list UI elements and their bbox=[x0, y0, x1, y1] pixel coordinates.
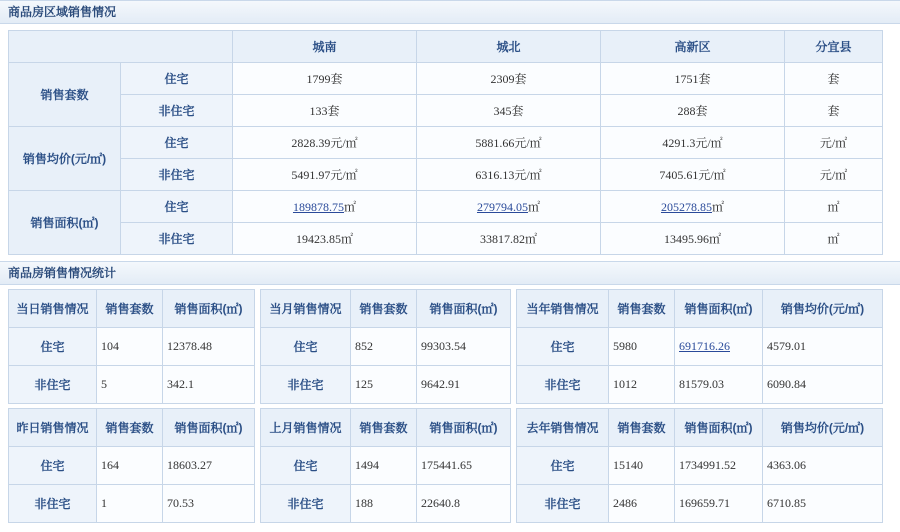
table-row bbox=[9, 127, 883, 159]
row-type: 非住宅 bbox=[517, 485, 609, 523]
col-header: 分宜县 bbox=[785, 31, 883, 63]
block-label: 当年销售情况 bbox=[517, 290, 609, 328]
cell-value: 6090.84 bbox=[763, 366, 883, 404]
unit-label: ㎡ bbox=[527, 200, 540, 214]
cell-value: 套 bbox=[785, 95, 883, 127]
block-label: 当月销售情况 bbox=[261, 290, 351, 328]
cell-value: 13495.96㎡ bbox=[601, 223, 785, 255]
row-type: 住宅 bbox=[517, 447, 609, 485]
col-header: 城南 bbox=[233, 31, 417, 63]
cell-value: 7405.61元/㎡ bbox=[601, 159, 785, 191]
row-type: 住宅 bbox=[9, 447, 97, 485]
cell-value: 1751套 bbox=[601, 63, 785, 95]
cell-value: 元/㎡ bbox=[785, 127, 883, 159]
cell-value: 2486 bbox=[609, 485, 675, 523]
cell-value: 1 bbox=[97, 485, 163, 523]
cell-value: 5 bbox=[97, 366, 163, 404]
stats-table bbox=[8, 289, 883, 523]
region-table-wrap bbox=[0, 24, 900, 261]
cell-value: ㎡ bbox=[785, 191, 883, 223]
cell-value: 169659.71 bbox=[675, 485, 763, 523]
cell-value: 5881.66元/㎡ bbox=[417, 127, 601, 159]
cell-value: 6710.85 bbox=[763, 485, 883, 523]
col-header: 销售套数 bbox=[97, 290, 163, 328]
row-type: 非住宅 bbox=[9, 366, 97, 404]
cell-value: 81579.03 bbox=[675, 366, 763, 404]
cell-value: 4363.06 bbox=[763, 447, 883, 485]
cell-value: 9642.91 bbox=[417, 366, 511, 404]
region-panel-header: 商品房区域销售情况 bbox=[0, 0, 900, 24]
row-type: 非住宅 bbox=[121, 159, 233, 191]
row-type: 住宅 bbox=[517, 328, 609, 366]
cell-value: 4291.3元/㎡ bbox=[601, 127, 785, 159]
table-row bbox=[9, 95, 883, 127]
group-label: 销售均价(元/㎡) bbox=[9, 127, 121, 191]
col-header: 销售面积(㎡) bbox=[417, 409, 511, 447]
cell-value: 1734991.52 bbox=[675, 447, 763, 485]
unit-label: ㎡ bbox=[343, 200, 356, 214]
cell-value: 1012 bbox=[609, 366, 675, 404]
stats-panel-header: 商品房销售情况统计 bbox=[0, 261, 900, 285]
cell-value: 342.1 bbox=[163, 366, 255, 404]
row-type: 住宅 bbox=[261, 447, 351, 485]
cell-value bbox=[233, 191, 417, 223]
table-row bbox=[9, 223, 883, 255]
row-type: 住宅 bbox=[121, 63, 233, 95]
block-label: 去年销售情况 bbox=[517, 409, 609, 447]
cell-value: 188 bbox=[351, 485, 417, 523]
col-header: 销售面积(㎡) bbox=[417, 290, 511, 328]
table-row bbox=[9, 63, 883, 95]
col-header: 城北 bbox=[417, 31, 601, 63]
col-header: 销售均价(元/㎡) bbox=[763, 409, 883, 447]
unit-label: ㎡ bbox=[711, 200, 724, 214]
cell-value: 5491.97元/㎡ bbox=[233, 159, 417, 191]
table-row bbox=[9, 447, 883, 485]
block-label: 上月销售情况 bbox=[261, 409, 351, 447]
col-header: 销售面积(㎡) bbox=[675, 409, 763, 447]
cell-value: 288套 bbox=[601, 95, 785, 127]
block-label: 昨日销售情况 bbox=[9, 409, 97, 447]
col-header: 销售套数 bbox=[97, 409, 163, 447]
table-row bbox=[9, 159, 883, 191]
cell-value: 元/㎡ bbox=[785, 159, 883, 191]
row-type: 非住宅 bbox=[517, 366, 609, 404]
row-type: 住宅 bbox=[121, 127, 233, 159]
cell-value: 99303.54 bbox=[417, 328, 511, 366]
col-header: 销售均价(元/㎡) bbox=[763, 290, 883, 328]
table-row bbox=[9, 366, 883, 404]
row-type: 非住宅 bbox=[121, 95, 233, 127]
stats-table-wrap bbox=[0, 285, 900, 523]
cell-value bbox=[417, 191, 601, 223]
cell-value: 12378.48 bbox=[163, 328, 255, 366]
block-label: 当日销售情况 bbox=[9, 290, 97, 328]
table-row bbox=[9, 485, 883, 523]
group-label: 销售面积(㎡) bbox=[9, 191, 121, 255]
cell-value: 2309套 bbox=[417, 63, 601, 95]
cell-value: 18603.27 bbox=[163, 447, 255, 485]
stats-header-row bbox=[9, 290, 883, 328]
group-label: 销售套数 bbox=[9, 63, 121, 127]
cell-value bbox=[601, 191, 785, 223]
col-header: 销售面积(㎡) bbox=[675, 290, 763, 328]
col-header: 销售面积(㎡) bbox=[163, 409, 255, 447]
cell-value: 164 bbox=[97, 447, 163, 485]
cell-value: 19423.85㎡ bbox=[233, 223, 417, 255]
region-corner bbox=[9, 31, 233, 63]
col-header: 销售套数 bbox=[351, 290, 417, 328]
row-type: 住宅 bbox=[261, 328, 351, 366]
col-header: 销售套数 bbox=[609, 409, 675, 447]
cell-value: 22640.8 bbox=[417, 485, 511, 523]
cell-value: 104 bbox=[97, 328, 163, 366]
table-row bbox=[9, 328, 883, 366]
cell-value: 175441.65 bbox=[417, 447, 511, 485]
row-type: 非住宅 bbox=[261, 485, 351, 523]
cell-value: 345套 bbox=[417, 95, 601, 127]
table-row bbox=[9, 191, 883, 223]
row-type: 住宅 bbox=[121, 191, 233, 223]
region-table bbox=[8, 30, 883, 255]
cell-value: 852 bbox=[351, 328, 417, 366]
col-header: 高新区 bbox=[601, 31, 785, 63]
area-link[interactable]: 189878.75 bbox=[292, 200, 344, 214]
cell-value: 125 bbox=[351, 366, 417, 404]
cell-value bbox=[675, 328, 763, 366]
cell-value: 1494 bbox=[351, 447, 417, 485]
cell-value: 33817.82㎡ bbox=[417, 223, 601, 255]
row-type: 住宅 bbox=[9, 328, 97, 366]
row-type: 非住宅 bbox=[9, 485, 97, 523]
cell-value: ㎡ bbox=[785, 223, 883, 255]
cell-value: 1799套 bbox=[233, 63, 417, 95]
cell-value: 5980 bbox=[609, 328, 675, 366]
cell-value: 4579.01 bbox=[763, 328, 883, 366]
row-type: 非住宅 bbox=[261, 366, 351, 404]
cell-value: 2828.39元/㎡ bbox=[233, 127, 417, 159]
col-header: 销售套数 bbox=[351, 409, 417, 447]
cell-value: 6316.13元/㎡ bbox=[417, 159, 601, 191]
cell-value: 133套 bbox=[233, 95, 417, 127]
area-link[interactable]: 279794.05 bbox=[476, 200, 528, 214]
region-header-row bbox=[9, 31, 883, 63]
col-header: 销售套数 bbox=[609, 290, 675, 328]
row-type: 非住宅 bbox=[121, 223, 233, 255]
stats-header-row bbox=[9, 409, 883, 447]
area-link[interactable]: 205278.85 bbox=[660, 200, 712, 214]
cell-value: 套 bbox=[785, 63, 883, 95]
area-link[interactable]: 691716.26 bbox=[679, 339, 730, 353]
cell-value: 15140 bbox=[609, 447, 675, 485]
col-header: 销售面积(㎡) bbox=[163, 290, 255, 328]
cell-value: 70.53 bbox=[163, 485, 255, 523]
